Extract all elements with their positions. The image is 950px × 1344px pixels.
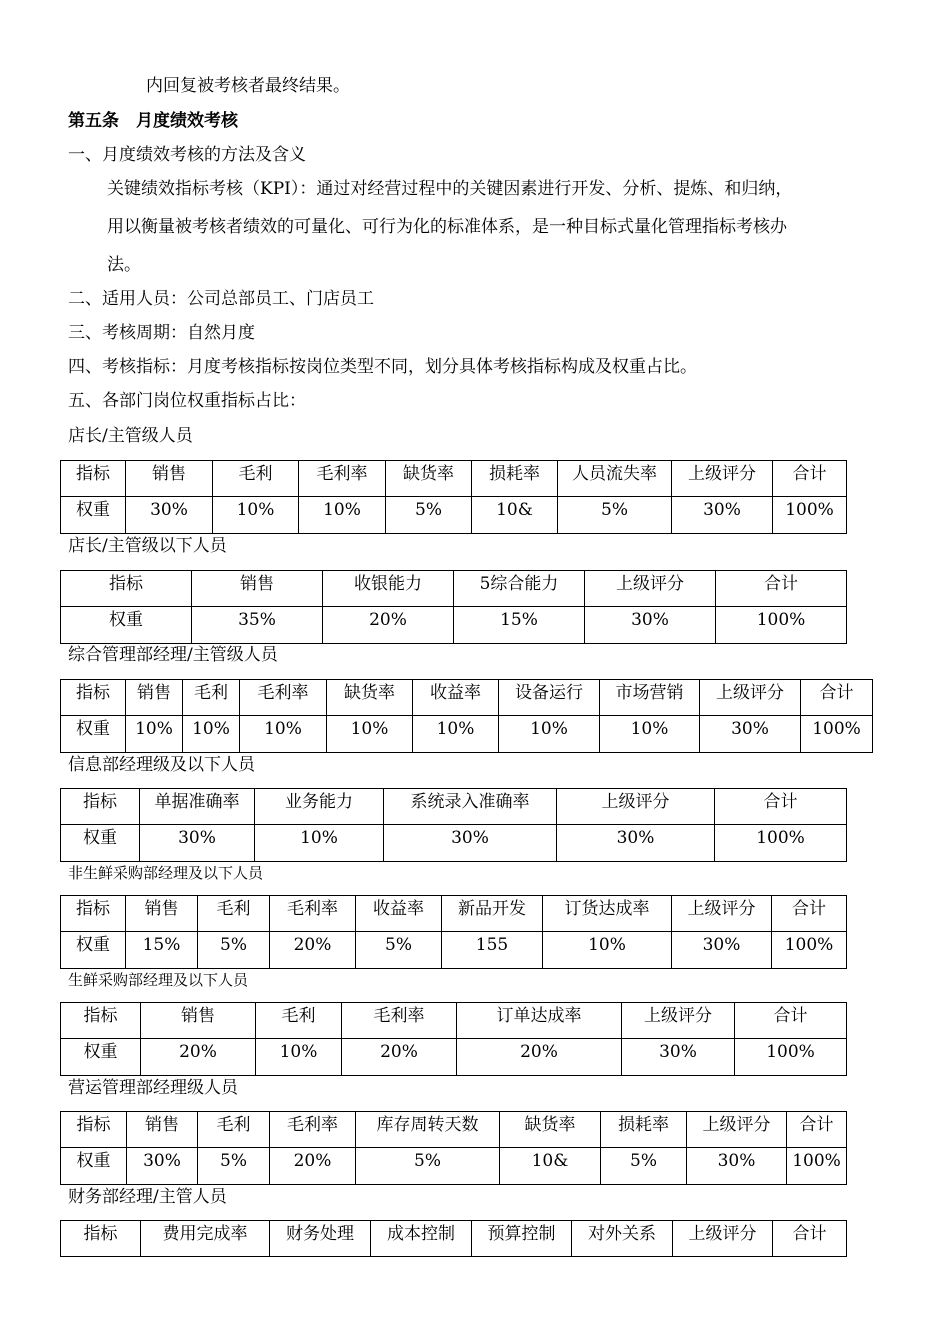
header-cell: 订货达成率 <box>543 896 672 932</box>
table-2-caption: 店长/主管级以下人员 <box>68 536 227 556</box>
header-cell: 订单达成率 <box>457 1003 622 1039</box>
table-row <box>61 1112 847 1148</box>
weight-cell: 10& <box>472 497 558 534</box>
header-cell: 业务能力 <box>255 789 384 825</box>
header-cell: 对外关系 <box>572 1221 673 1257</box>
header-cell: 销售 <box>126 680 183 716</box>
weight-cell: 5% <box>601 1148 687 1185</box>
header-cell: 缺货率 <box>500 1112 601 1148</box>
table-row <box>61 1148 847 1185</box>
article-title: 第五条 月度绩效考核 <box>68 111 238 131</box>
header-cell: 毛利 <box>213 461 299 497</box>
table-row <box>61 607 847 644</box>
section-1-title: 一、月度绩效考核的方法及含义 <box>68 145 306 165</box>
weight-cell: 5% <box>356 1148 500 1185</box>
weight-cell: 30% <box>384 825 557 862</box>
header-cell: 指标 <box>61 896 126 932</box>
header-cell: 上级评分 <box>672 896 772 932</box>
weight-cell: 10% <box>126 716 183 753</box>
header-cell: 合计 <box>772 896 847 932</box>
weight-cell: 100% <box>715 825 847 862</box>
table-row <box>61 571 847 607</box>
section-3: 三、考核周期：自然月度 <box>68 323 255 343</box>
header-cell: 市场营销 <box>600 680 700 716</box>
header-cell: 指标 <box>61 571 192 607</box>
header-cell: 收银能力 <box>323 571 454 607</box>
weight-cell: 30% <box>127 1148 198 1185</box>
weight-cell: 10% <box>499 716 600 753</box>
weight-cell: 20% <box>457 1039 622 1076</box>
header-cell: 销售 <box>192 571 323 607</box>
table-5-caption: 非生鲜采购部经理及以下人员 <box>68 864 264 882</box>
table-1-caption: 店长/主管级人员 <box>68 426 193 446</box>
weight-cell: 20% <box>141 1039 256 1076</box>
weight-cell: 5% <box>356 932 442 969</box>
header-cell: 销售 <box>141 1003 256 1039</box>
table-operations-manager <box>60 1111 847 1185</box>
table-row <box>61 1003 847 1039</box>
header-cell: 毛利率 <box>270 1112 356 1148</box>
weight-cell: 15% <box>126 932 198 969</box>
weight-cell: 10% <box>413 716 499 753</box>
weight-cell: 权重 <box>61 607 192 644</box>
header-cell: 合计 <box>735 1003 847 1039</box>
weight-cell: 35% <box>192 607 323 644</box>
header-cell: 损耗率 <box>601 1112 687 1148</box>
header-cell: 毛利 <box>183 680 240 716</box>
weight-cell: 30% <box>126 497 213 534</box>
header-cell: 设备运行 <box>499 680 600 716</box>
header-cell: 指标 <box>61 1003 141 1039</box>
header-cell: 合计 <box>773 461 847 497</box>
header-cell: 毛利 <box>198 1112 270 1148</box>
header-cell: 销售 <box>126 896 198 932</box>
header-cell: 指标 <box>61 461 126 497</box>
table-row <box>61 497 847 534</box>
header-cell: 合计 <box>787 1112 847 1148</box>
weight-cell: 20% <box>270 1148 356 1185</box>
weight-cell: 权重 <box>61 716 126 753</box>
table-row <box>61 461 847 497</box>
weight-cell: 权重 <box>61 497 126 534</box>
weight-cell: 5% <box>198 932 270 969</box>
header-cell: 指标 <box>61 789 140 825</box>
weight-cell: 100% <box>801 716 873 753</box>
table-7-caption: 营运管理部经理级人员 <box>68 1078 238 1098</box>
table-row <box>61 825 847 862</box>
table-8-caption: 财务部经理/主管人员 <box>68 1187 227 1207</box>
weight-cell: 20% <box>270 932 356 969</box>
header-cell: 缺货率 <box>327 680 413 716</box>
table-row <box>61 1039 847 1076</box>
weight-cell: 10% <box>600 716 700 753</box>
header-cell: 指标 <box>61 680 126 716</box>
header-cell: 上级评分 <box>557 789 715 825</box>
weight-cell: 100% <box>787 1148 847 1185</box>
section-4: 四、考核指标：月度考核指标按岗位类型不同，划分具体考核指标构成及权重占比。 <box>68 357 697 377</box>
weight-cell: 10% <box>255 825 384 862</box>
table-row <box>61 896 847 932</box>
header-cell: 毛利率 <box>240 680 327 716</box>
header-cell: 单据准确率 <box>140 789 255 825</box>
table-admin-manager <box>60 679 873 753</box>
header-cell: 毛利率 <box>299 461 386 497</box>
header-cell: 毛利 <box>256 1003 342 1039</box>
weight-cell: 15% <box>454 607 585 644</box>
table-4-caption: 信息部经理级及以下人员 <box>68 755 255 775</box>
continuation-line: 内回复被考核者最终结果。 <box>146 76 350 96</box>
header-cell: 系统录入准确率 <box>384 789 557 825</box>
header-cell: 库存周转天数 <box>356 1112 500 1148</box>
header-cell: 5综合能力 <box>454 571 585 607</box>
weight-cell: 30% <box>622 1039 735 1076</box>
header-cell: 上级评分 <box>687 1112 787 1148</box>
section-5: 五、各部门岗位权重指标占比： <box>68 391 306 411</box>
weight-cell: 10% <box>543 932 672 969</box>
section-2: 二、适用人员：公司总部员工、门店员工 <box>68 289 374 309</box>
table-it-staff <box>60 788 847 862</box>
header-cell: 新品开发 <box>442 896 543 932</box>
table-finance-manager <box>60 1220 847 1257</box>
weight-cell: 100% <box>772 932 847 969</box>
table-row <box>61 1221 847 1257</box>
header-cell: 上级评分 <box>585 571 716 607</box>
weight-cell: 30% <box>672 497 773 534</box>
weight-cell: 20% <box>323 607 454 644</box>
header-cell: 收益率 <box>413 680 499 716</box>
header-cell: 预算控制 <box>472 1221 572 1257</box>
header-cell: 成本控制 <box>371 1221 472 1257</box>
weight-cell: 100% <box>773 497 847 534</box>
weight-cell: 30% <box>672 932 772 969</box>
header-cell: 上级评分 <box>622 1003 735 1039</box>
weight-cell: 10% <box>299 497 386 534</box>
header-cell: 合计 <box>715 789 847 825</box>
table-row <box>61 716 873 753</box>
header-cell: 合计 <box>801 680 873 716</box>
header-cell: 合计 <box>773 1221 847 1257</box>
table-6-caption: 生鲜采购部经理及以下人员 <box>68 971 249 989</box>
table-nonfresh-purchasing <box>60 895 847 969</box>
section-1-paragraph-line-3: 法。 <box>107 255 141 275</box>
table-row <box>61 680 873 716</box>
header-cell: 收益率 <box>356 896 442 932</box>
weight-cell: 20% <box>342 1039 457 1076</box>
weight-cell: 155 <box>442 932 543 969</box>
weight-cell: 权重 <box>61 825 140 862</box>
header-cell: 损耗率 <box>472 461 558 497</box>
section-1-paragraph-line-2: 用以衡量被考核者绩效的可量化、可行为化的标准体系，是一种目标式量化管理指标考核办 <box>107 217 787 237</box>
header-cell: 指标 <box>61 1221 141 1257</box>
header-cell: 财务处理 <box>270 1221 371 1257</box>
weight-cell: 30% <box>585 607 716 644</box>
weight-cell: 5% <box>558 497 672 534</box>
weight-cell: 30% <box>140 825 255 862</box>
weight-cell: 30% <box>687 1148 787 1185</box>
header-cell: 销售 <box>126 461 213 497</box>
header-cell: 毛利 <box>198 896 270 932</box>
header-cell: 毛利率 <box>270 896 356 932</box>
table-row <box>61 932 847 969</box>
weight-cell: 权重 <box>61 1148 127 1185</box>
header-cell: 上级评分 <box>700 680 801 716</box>
header-cell: 指标 <box>61 1112 127 1148</box>
table-store-staff <box>60 570 847 644</box>
weight-cell: 权重 <box>61 932 126 969</box>
weight-cell: 10% <box>183 716 240 753</box>
table-store-manager <box>60 460 847 534</box>
weight-cell: 10% <box>240 716 327 753</box>
weight-cell: 5% <box>198 1148 270 1185</box>
weight-cell: 30% <box>557 825 715 862</box>
header-cell: 合计 <box>716 571 847 607</box>
table-3-caption: 综合管理部经理/主管级人员 <box>68 645 278 665</box>
weight-cell: 100% <box>716 607 847 644</box>
header-cell: 人员流失率 <box>558 461 672 497</box>
header-cell: 销售 <box>127 1112 198 1148</box>
header-cell: 毛利率 <box>342 1003 457 1039</box>
header-cell: 费用完成率 <box>141 1221 270 1257</box>
table-row <box>61 789 847 825</box>
weight-cell: 30% <box>700 716 801 753</box>
header-cell: 上级评分 <box>673 1221 773 1257</box>
header-cell: 上级评分 <box>672 461 773 497</box>
weight-cell: 10% <box>327 716 413 753</box>
weight-cell: 10& <box>500 1148 601 1185</box>
section-1-paragraph-line-1: 关键绩效指标考核（KPI）：通过对经营过程中的关键因素进行开发、分析、提炼、和归纳， <box>107 179 793 199</box>
header-cell: 缺货率 <box>386 461 472 497</box>
weight-cell: 100% <box>735 1039 847 1076</box>
weight-cell: 权重 <box>61 1039 141 1076</box>
weight-cell: 5% <box>386 497 472 534</box>
table-fresh-purchasing <box>60 1002 847 1076</box>
weight-cell: 10% <box>213 497 299 534</box>
weight-cell: 10% <box>256 1039 342 1076</box>
